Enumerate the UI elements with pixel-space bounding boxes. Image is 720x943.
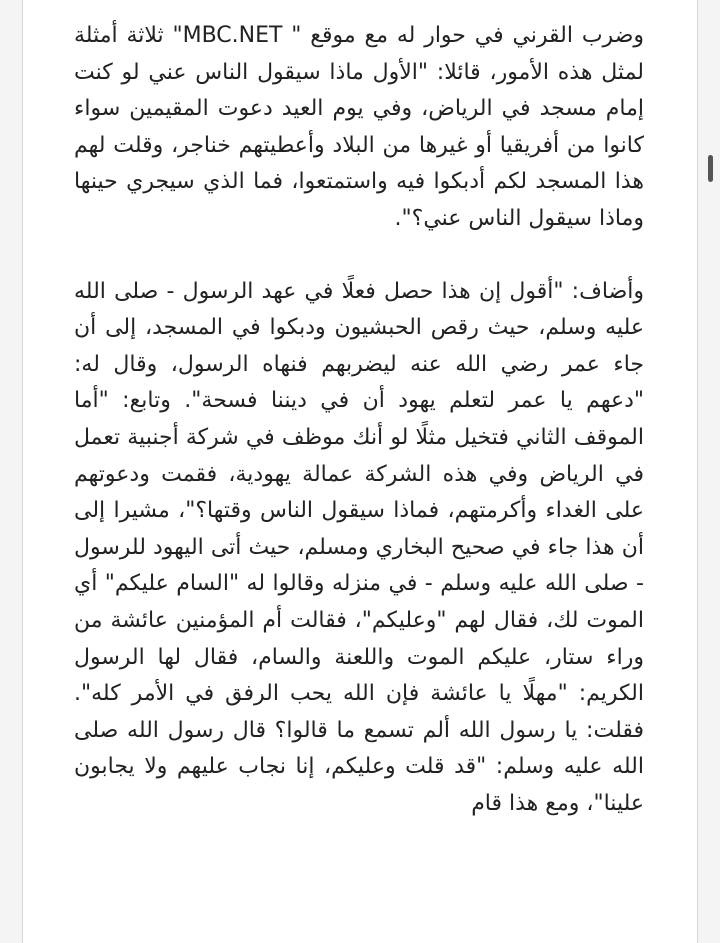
article-paragraph: وضرب القرني في حوار له مع موقع " MBC.NET" ثلاثة أمثلة لمثل هذه الأمور، قائلا: "الأول ماذا سيقول الناس عني لو كنت إمام مسجد في الرياض، وفي يوم العيد دعوت المقيمين سواء كانوا من أفريقيا أو غيرها من البلاد وأعطيتهم خناجر، وقلت لهم هذا المسجد لكم أدبكوا فيه واستمتعوا، فما الذي سيجري حينها وماذا سيقول الناس عني؟". (74, 23, 644, 231)
scrollbar-thumb[interactable] (708, 155, 713, 182)
article-body (74, 18, 644, 890)
article-paragraph: وأضاف: "أقول إن هذا حصل فعلًا في عهد الرسول - صلى الله عليه وسلم، حيث رقص الحبشيون ودبكوا في المسجد، إلى أن جاء عمر رضي الله عنه ليضربهم فنهاه الرسول، وقال له: "دعهم يا عمر لتعلم يهود أن في ديننا فسحة". وتابع: "أما الموقف الثاني فتخيل مثلًا لو أنك موظف في شركة أجنبية تعمل في الرياض وفي هذه الشركة عمالة يهودية، فقمت ودعوتهم على الغداء وأكرمتهم، فماذا سيقول الناس وقتها؟"، مشيرا إلى أن هذا جاء في صحيح البخاري ومسلم، حيث أتى اليهود للرسول - صلى الله عليه وسلم - في منزله وقالوا له "السام عليكم" أي الموت لك، فقال لهم "وعليكم"، فقالت أم المؤمنين عائشة من وراء ستار، عليكم الموت واللعنة والسام، فقال لها الرسول الكريم: "مهلًا يا عائشة فإن الله يحب الرفق في الأمر كله". فقلت: يا رسول الله ألم تسمع ما قالوا؟ قال رسول الله صلى الله عليه وسلم: "قد قلت وعليكم، إنا نجاب عليهم ولا يجابون علينا"، ومع هذا قام (74, 278, 644, 816)
